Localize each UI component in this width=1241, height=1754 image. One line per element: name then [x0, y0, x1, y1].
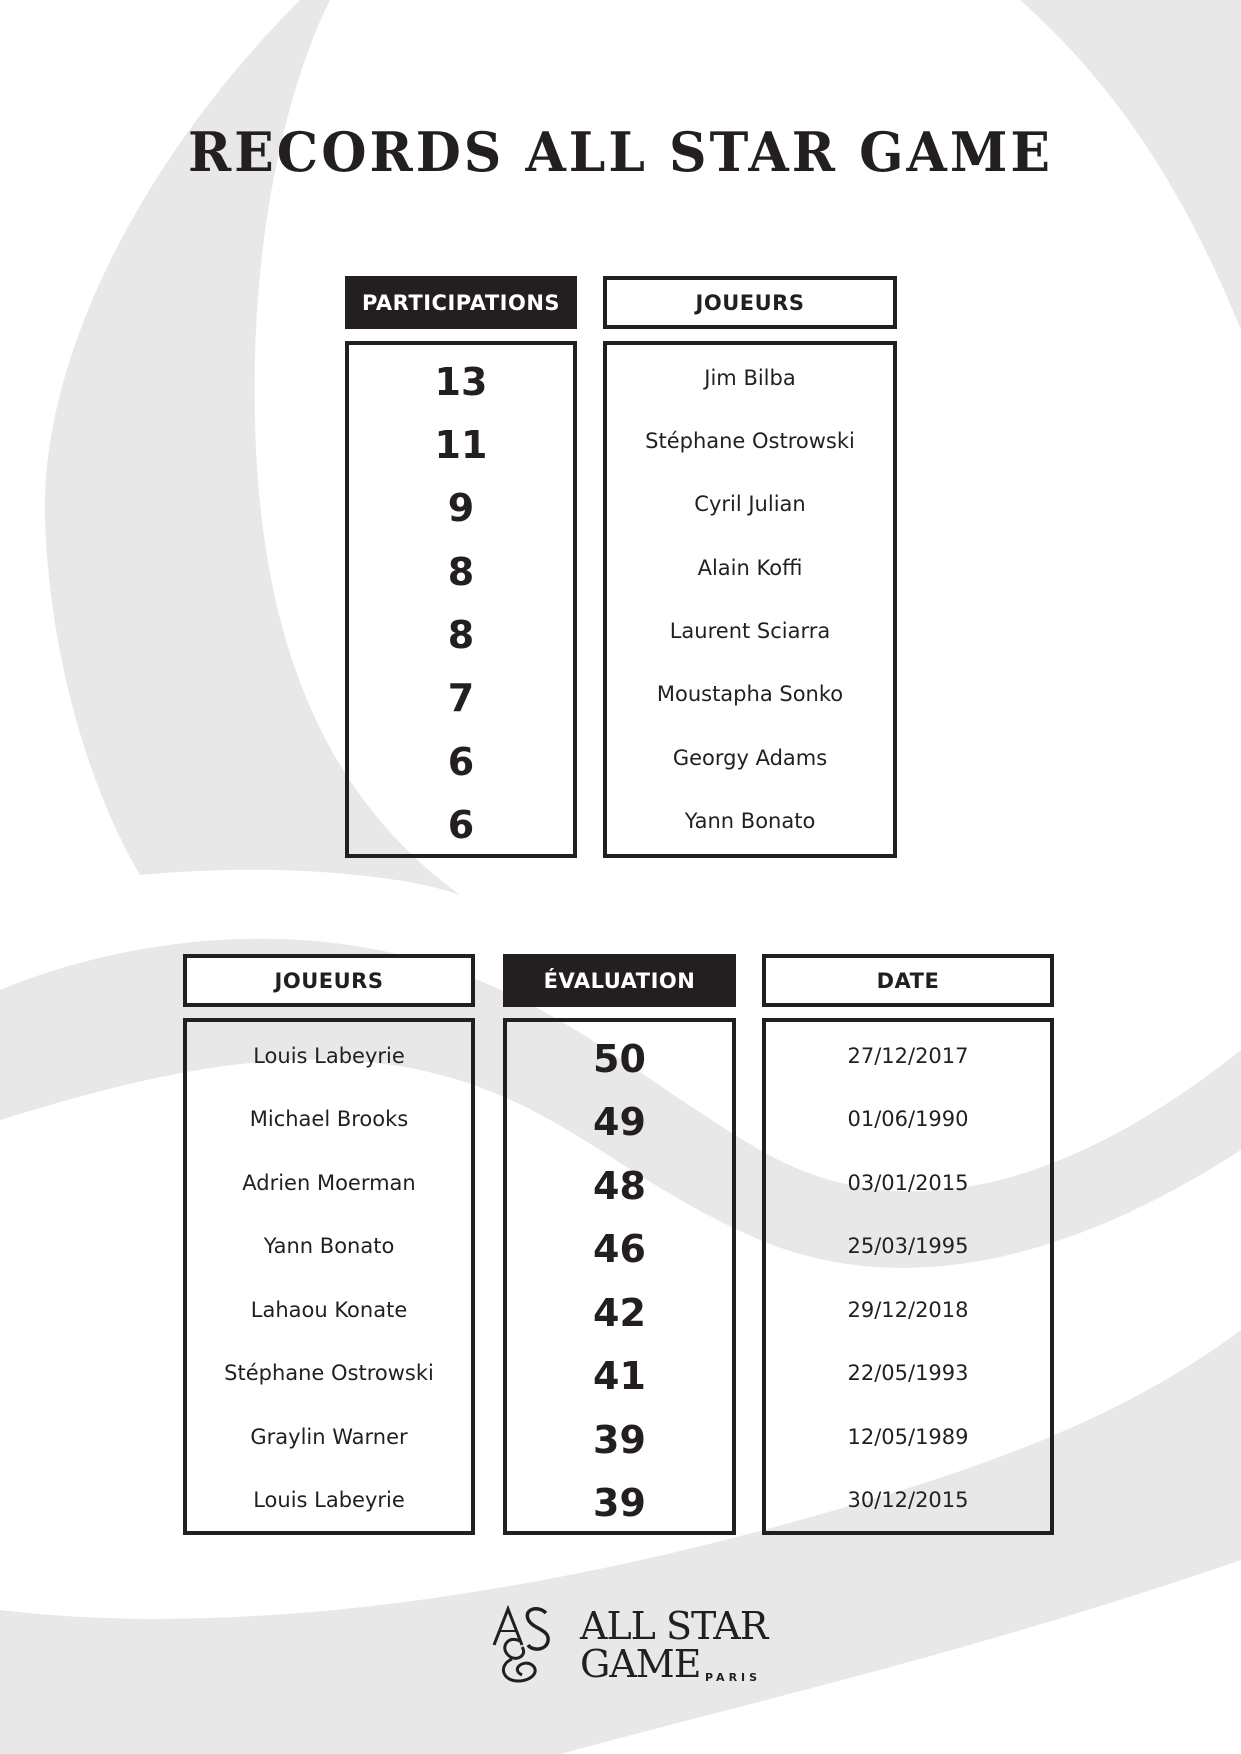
evaluation-value: 50 — [593, 1037, 646, 1081]
players-header-evaluation: JOUEURS — [183, 954, 475, 1007]
date-value: 03/01/2015 — [847, 1171, 969, 1195]
participations-count: 8 — [447, 550, 475, 594]
evaluation-value: 42 — [593, 1291, 646, 1335]
player-name: Jim Bilba — [704, 366, 796, 390]
logo-line-2: GAME — [580, 1642, 701, 1686]
player-name: Graylin Warner — [250, 1425, 408, 1449]
players-header-participations: JOUEURS — [603, 276, 897, 329]
player-name: Cyril Julian — [694, 492, 806, 516]
participations-column — [345, 341, 577, 858]
player-name: Louis Labeyrie — [253, 1044, 405, 1068]
logo-line-1: ALL STAR — [580, 1604, 768, 1648]
player-name: Georgy Adams — [672, 746, 828, 770]
logo-city: PARIS — [705, 1671, 762, 1684]
player-name: Moustapha Sonko — [656, 682, 844, 706]
evaluation-value: 41 — [593, 1354, 646, 1398]
evaluation-value: 48 — [593, 1164, 646, 1208]
player-name: Stéphane Ostrowski — [224, 1361, 434, 1385]
player-name: Yann Bonato — [263, 1234, 395, 1258]
participations-players-column — [603, 341, 897, 858]
participations-count: 13 — [434, 360, 488, 404]
player-name: Yann Bonato — [684, 809, 816, 833]
date-value: 22/05/1993 — [847, 1361, 969, 1385]
participations-count: 7 — [447, 676, 475, 720]
evaluation-players-column — [183, 1018, 475, 1535]
player-name: Michael Brooks — [249, 1107, 409, 1131]
player-name: Stéphane Ostrowski — [645, 429, 855, 453]
player-name: Louis Labeyrie — [253, 1488, 405, 1512]
evaluation-header: ÉVALUATION — [503, 954, 736, 1007]
all-star-game-logo — [488, 1605, 768, 1685]
evaluation-column — [503, 1018, 736, 1535]
evaluation-value: 46 — [593, 1227, 646, 1271]
page-title: RECORDS ALL STAR GAME — [187, 120, 1054, 185]
date-header: DATE — [762, 954, 1054, 1007]
date-value: 25/03/1995 — [847, 1234, 969, 1258]
date-value: 01/06/1990 — [847, 1107, 969, 1131]
player-name: Laurent Sciarra — [669, 619, 831, 643]
evaluation-value: 49 — [593, 1100, 646, 1144]
date-column — [762, 1018, 1054, 1535]
participations-count: 6 — [447, 803, 475, 847]
participations-count: 8 — [447, 613, 475, 657]
evaluation-value: 39 — [593, 1418, 646, 1462]
player-name: Lahaou Konate — [250, 1298, 408, 1322]
player-name: Adrien Moerman — [242, 1171, 416, 1195]
participations-count: 11 — [434, 423, 488, 467]
participations-count: 6 — [447, 740, 475, 784]
asg-monogram-icon — [488, 1605, 558, 1685]
date-value: 30/12/2015 — [847, 1488, 969, 1512]
player-name: Alain Koffi — [697, 556, 803, 580]
evaluation-value: 39 — [593, 1481, 646, 1525]
date-value: 12/05/1989 — [847, 1425, 969, 1449]
participations-count: 9 — [447, 486, 475, 530]
participations-header: PARTICIPATIONS — [345, 276, 577, 329]
date-value: 27/12/2017 — [847, 1044, 969, 1068]
date-value: 29/12/2018 — [847, 1298, 969, 1322]
